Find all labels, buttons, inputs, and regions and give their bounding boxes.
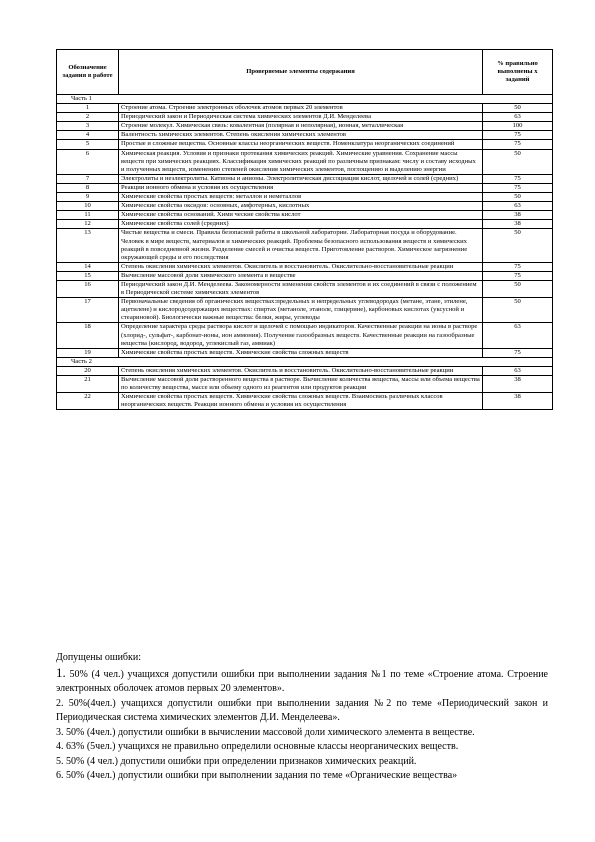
header-task-number: Обозначение задания в работе [57, 50, 119, 95]
error-item-1-number: 1. [56, 664, 66, 680]
content-cell: Химические свойства простых веществ. Химические свойства сложных веществ [119, 348, 483, 357]
part-2-row-label: Часть 2 [57, 357, 553, 366]
error-item-2: 2. 50%(4чел.) учащихся допустили ошибки при выполнении задания №2 по теме «Периодический закон и Периодическая система химических элементов Д.И. Менделеева». [56, 697, 548, 723]
table-header-row [57, 50, 553, 95]
task-number-cell: 20 [57, 366, 119, 375]
table-row [57, 149, 553, 174]
content-cell: Первоначальные сведения об органических веществах:предельных и непредельных углеводородах (метане, этане, этилене, ацетилене) и кислородсодержащих веществах: спиртах (метаноле, этаноле, глицерине), карбоновых кислотах (уксусной и стеариновой). Биологически важные вещества: белки, жиры, углеводы [119, 298, 483, 323]
table-body [57, 95, 553, 410]
percent-cell: 38 [483, 220, 553, 229]
content-cell: Степень окисления химических элементов. Окислитель и восстановитель. Окислительно-восстановительные реакции [119, 262, 483, 271]
content-cell: Электролиты и неэлектролиты. Катионы и анионы. Электролитическая диссоциация кислот, щелочей и солей (средних) [119, 174, 483, 183]
content-cell: Строение молекул. Химическая связь: ковалентная (полярная и неполярная), ионная, металлическая [119, 122, 483, 131]
table-row [57, 131, 553, 140]
percent-cell: 50 [483, 280, 553, 297]
percent-cell: 38 [483, 211, 553, 220]
table-row [57, 122, 553, 131]
content-cell: Периодический закон Д.И. Менделеева. Закономерности изменения свойств элементов и их соединений в связи с положением в Периодической системе химических элементов [119, 280, 483, 297]
table-row [57, 193, 553, 202]
task-number-cell: 4 [57, 131, 119, 140]
task-number-cell: 19 [57, 348, 119, 357]
task-number-cell: 14 [57, 262, 119, 271]
task-number-cell: 12 [57, 220, 119, 229]
table-row [57, 376, 553, 393]
results-table-container [56, 49, 552, 410]
task-number-cell: 17 [57, 298, 119, 323]
percent-cell: 75 [483, 262, 553, 271]
percent-cell: 75 [483, 174, 553, 183]
content-cell: Вычисление массовой доли химического элемента в веществе [119, 271, 483, 280]
header-content-elements: Проверяемые элементы содержания [119, 50, 483, 95]
percent-cell: 38 [483, 393, 553, 410]
table-row [57, 104, 553, 113]
percent-cell: 75 [483, 131, 553, 140]
error-item-3: 3. 50% (4чел.) допустили ошибки в вычислении массовой доли химического элемента в веществе. [56, 726, 475, 738]
percent-cell: 100 [483, 122, 553, 131]
content-cell: Химические свойства простых веществ. Химические свойства сложных веществ. Взаимосвязь различных классов неорганических веществ. Реакции ионного обмена и условия их осуществления [119, 393, 483, 410]
percent-cell: 63 [483, 323, 553, 348]
task-number-cell: 22 [57, 393, 119, 410]
percent-cell: 50 [483, 104, 553, 113]
table-row [57, 393, 553, 410]
percent-cell: 63 [483, 113, 553, 122]
table-row [57, 348, 553, 357]
content-cell: Химическая реакция. Условия и признаки протекания химических реакций. Химические уравнения. Сохранение массы веществ при химических реакциях. Классификация химических реакций по различным признакам: числу и составу исходных и полученных веществ, изменению степеней окисления химических элементов, поглощению и выделению энергии [119, 149, 483, 174]
task-number-cell: 6 [57, 149, 119, 174]
percent-cell: 75 [483, 183, 553, 192]
percent-cell: 50 [483, 229, 553, 262]
content-cell: Строение атома. Строение электронных оболочек атомов первых 20 элементов [119, 104, 483, 113]
percent-cell: 63 [483, 366, 553, 375]
content-cell: Степень окисления химических элементов. Окислитель и восстановитель. Окислительно-восстановительные реакции [119, 366, 483, 375]
table-row [57, 280, 553, 297]
percent-cell: 75 [483, 348, 553, 357]
task-number-cell: 2 [57, 113, 119, 122]
part-1-row-label: Часть 1 [57, 95, 553, 104]
error-item-4: 4. 63% (5чел.) учащихся не правильно определили основные классы неорганических веществ. [56, 741, 459, 752]
error-item-6: 6. 50% (4чел.) допустили ошибки при выполнении задания по теме «Органические вещества» [56, 770, 458, 781]
content-cell: Химические свойства оксидов: основных, амфотерных, кислотных [119, 202, 483, 211]
errors-section [56, 651, 548, 784]
content-cell: Определение характера среды раствора кислот и щелочей с помощью индикаторов. Качественные реакции на ионы в растворе (хлорид-, сульфат-, карбонат-ионы, ион аммония). Получение газообразных веществ. Качественные реакции на газообразные вещества (кислород, водород, углекислый газ, аммиак) [119, 323, 483, 348]
content-cell: Реакции ионного обмена и условия их осуществления [119, 183, 483, 192]
table-row [57, 183, 553, 192]
percent-cell: 38 [483, 376, 553, 393]
table-row [57, 113, 553, 122]
errors-heading: Допущены ошибки: [56, 652, 142, 663]
task-number-cell: 7 [57, 174, 119, 183]
table-row [57, 211, 553, 220]
content-cell: Химические свойства солей (средних) [119, 220, 483, 229]
content-cell: Периодический закон и Периодическая система химических элементов Д.И. Менделеева [119, 113, 483, 122]
task-number-cell: 11 [57, 211, 119, 220]
task-number-cell: 18 [57, 323, 119, 348]
content-cell: Вычисление массовой доли растворенного вещества в растворе. Вычисление количества вещества, массы или объема вещества по количеству вещества, массе или объему одного из реагентов или продуктов реакции [119, 376, 483, 393]
task-number-cell: 9 [57, 193, 119, 202]
table-row [57, 271, 553, 280]
table-row [57, 202, 553, 211]
table-row [57, 140, 553, 149]
content-cell: Чистые вещества и смеси. Правила безопасной работы в школьной лаборатории. Лабораторная посуда и оборудование. Человек в мире веществ, материалов и химических реакций. Проблемы безопасного использования веществ и химических реакций в повседневной жизни. Разделение смесей и очистка веществ. Приготовление растворов. Химическое загрязнение окружающей среды и его последствия [119, 229, 483, 262]
percent-cell: 50 [483, 149, 553, 174]
table-row [57, 220, 553, 229]
percent-cell: 50 [483, 298, 553, 323]
task-number-cell: 15 [57, 271, 119, 280]
table-row [57, 323, 553, 348]
percent-cell: 75 [483, 271, 553, 280]
results-table [56, 49, 553, 410]
task-number-cell: 13 [57, 229, 119, 262]
error-item-1-text: 50% (4 чел.) учащихся допустили ошибки при выполнении задания №1 по теме «Строение атома. Строение электронных оболочек атомов первых 20 элементов». [56, 668, 548, 694]
error-item-1 [56, 666, 548, 697]
task-number-cell: 5 [57, 140, 119, 149]
content-cell: Простые и сложные вещества. Основные классы неорганических веществ. Номенклатура неорганических соединений [119, 140, 483, 149]
task-number-cell: 10 [57, 202, 119, 211]
part-1-row [57, 95, 553, 104]
table-row [57, 298, 553, 323]
table-row [57, 366, 553, 375]
task-number-cell: 8 [57, 183, 119, 192]
table-row [57, 229, 553, 262]
content-cell: Химические свойства простых веществ: металлов и неметаллов [119, 193, 483, 202]
percent-cell: 63 [483, 202, 553, 211]
task-number-cell: 16 [57, 280, 119, 297]
content-cell: Химические свойства оснований. Хими ческие свойства кислот [119, 211, 483, 220]
percent-cell: 75 [483, 140, 553, 149]
table-row [57, 262, 553, 271]
percent-cell: 50 [483, 193, 553, 202]
table-row [57, 174, 553, 183]
task-number-cell: 1 [57, 104, 119, 113]
task-number-cell: 3 [57, 122, 119, 131]
part-2-row [57, 357, 553, 366]
error-item-5: 5. 50% (4 чел.) допустили ошибки при определении признаков химических реакций. [56, 755, 417, 767]
header-percent-correct: % правильно выполнены х заданий [483, 50, 553, 95]
task-number-cell: 21 [57, 376, 119, 393]
content-cell: Валентность химических элементов. Степень окисления химических элементов [119, 131, 483, 140]
